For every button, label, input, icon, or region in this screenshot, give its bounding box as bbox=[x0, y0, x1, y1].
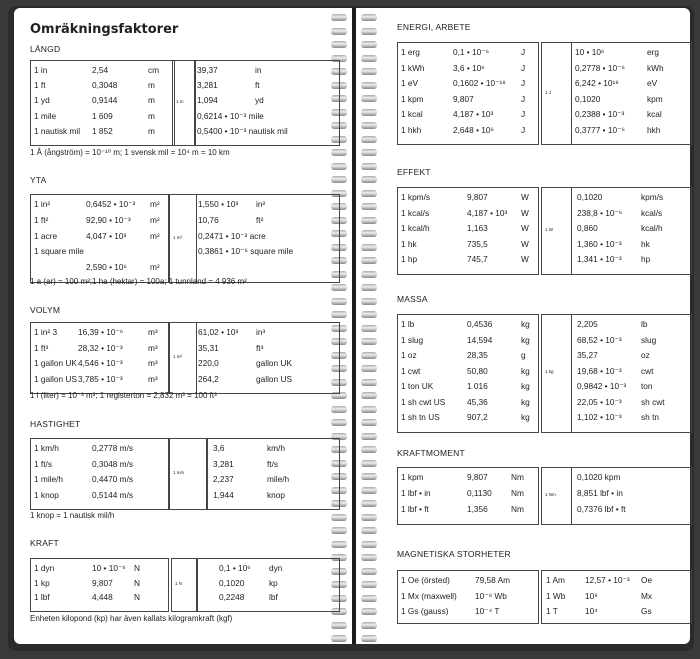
table-cell: N bbox=[134, 563, 140, 573]
base-unit-kraftmoment: 1 Nm bbox=[545, 492, 556, 497]
table-cell: kcal bbox=[647, 109, 662, 119]
table-cell: 50,80 bbox=[467, 365, 488, 376]
table-cell: 0,2248 bbox=[219, 592, 245, 602]
table-cell: lbf bbox=[269, 592, 278, 602]
table-cell: 0,9842 • 10⁻³ bbox=[577, 381, 627, 391]
table-cell: 1 Oe (örsted) bbox=[401, 575, 450, 585]
table-cell: 0,3861 • 10⁻⁶ square mile bbox=[198, 246, 294, 257]
table-cell: kg bbox=[521, 319, 530, 329]
binding-ring bbox=[331, 527, 377, 534]
table-cell: J bbox=[521, 93, 526, 104]
table-cell: 0,1020 kpm bbox=[577, 472, 621, 482]
table-cell: oz bbox=[641, 350, 650, 360]
table-cell: 745,7 bbox=[467, 254, 488, 264]
table-cell: 1 ton UK bbox=[401, 381, 434, 391]
table-cell: 3,6 • 10⁶ bbox=[453, 62, 485, 73]
table-cell: 0,4536 bbox=[467, 319, 493, 329]
table-cell: 1,094 bbox=[197, 95, 218, 106]
table-cell: 2,237 bbox=[213, 474, 234, 484]
base-unit-effekt: 1 W bbox=[545, 226, 554, 232]
table-cell: erg bbox=[647, 47, 659, 57]
table-cell: 0,1020 bbox=[575, 93, 601, 104]
table-cell: 1 kcal/h bbox=[401, 223, 430, 233]
table-cell: 1 lbf • in bbox=[401, 488, 431, 498]
table-cell: 1 yd bbox=[34, 95, 50, 106]
table-cell: 0,2471 • 10⁻³ acre bbox=[198, 230, 266, 241]
table-cell: 1 acre bbox=[34, 230, 58, 241]
base-unit-langd: 1 m bbox=[176, 99, 184, 104]
table-cell: lb bbox=[641, 319, 648, 329]
table-cell: kg bbox=[521, 334, 530, 345]
table-cell: 3,785 • 10⁻³ bbox=[78, 373, 123, 384]
table-cell: 0,1130 bbox=[467, 488, 492, 498]
table-cell: 1 ft bbox=[34, 80, 46, 91]
base-unit-energi: 1 J bbox=[545, 89, 552, 95]
table-cell: 0,1020 bbox=[577, 192, 603, 202]
section-heading-kraftmoment: KRAFTMOMENT bbox=[397, 448, 465, 458]
table-cell: 1 609 bbox=[92, 110, 113, 121]
table-cell: 1 in² bbox=[34, 199, 51, 209]
table-cell: ft bbox=[255, 80, 260, 91]
table-cell: kWh bbox=[647, 62, 664, 73]
table-cell: hp bbox=[641, 254, 651, 264]
table-cell: 9,807 bbox=[92, 577, 113, 588]
table-cell: ft² bbox=[256, 214, 264, 225]
table-cell: 10⁻⁴ T bbox=[475, 606, 500, 616]
table-cell: 0,5144 m/s bbox=[92, 489, 134, 500]
table-cell: 1 hk bbox=[401, 238, 417, 249]
binding-ring bbox=[331, 406, 377, 413]
table-cell: 238,8 • 10⁻⁶ bbox=[577, 207, 623, 218]
table-cell: Oe bbox=[641, 575, 653, 585]
table-cell: 1 sh tn US bbox=[401, 412, 440, 422]
table-cell: 1 dyn bbox=[34, 563, 55, 573]
table-cell: N bbox=[134, 577, 140, 588]
table-cell: 1 kpm bbox=[401, 472, 424, 482]
table-cell: 10 • 10⁶ bbox=[575, 47, 605, 57]
table-cell: 1 lbf bbox=[34, 592, 50, 602]
binding-ring bbox=[331, 298, 377, 305]
table-cell: 92,90 • 10⁻³ bbox=[86, 214, 131, 225]
table-cell: 22,05 • 10⁻³ bbox=[577, 396, 622, 407]
table-cell: in² bbox=[256, 199, 266, 209]
table-cell: eV bbox=[647, 78, 658, 88]
table-cell: 1 lbf • ft bbox=[401, 504, 429, 514]
table-cell: ft/s bbox=[267, 458, 279, 469]
table-cell: 9,807 bbox=[467, 192, 488, 202]
table-cell: 0,6214 • 10⁻³ mile bbox=[197, 110, 264, 121]
table-cell: 0,1020 bbox=[219, 577, 245, 588]
table-cell: 2,648 • 10⁶ bbox=[453, 124, 494, 135]
table-cell: 35,31 bbox=[198, 342, 219, 353]
table-cell: 1 in² 3 bbox=[34, 327, 58, 337]
table-cell: 10⁴ bbox=[585, 606, 598, 616]
table-cell: 0,1 • 10⁻⁶ bbox=[453, 47, 490, 57]
table-cell: 1,102 • 10⁻³ bbox=[577, 412, 622, 422]
table-cell: 1 erg bbox=[401, 47, 420, 57]
table-cell: 1 km/h bbox=[34, 443, 59, 453]
binding-ring bbox=[331, 28, 377, 35]
table-cell: W bbox=[521, 254, 529, 264]
table-cell: knop bbox=[267, 489, 285, 500]
table-cell: 9,807 bbox=[467, 472, 488, 482]
table-cell: 1 kp bbox=[34, 577, 50, 588]
table-cell: 10⁸ bbox=[585, 590, 598, 601]
table-cell: hk bbox=[641, 238, 650, 249]
page-title: Omräkningsfaktorer bbox=[30, 22, 179, 37]
table-cell: 735,5 bbox=[467, 238, 488, 249]
table-cell: 1 kpm bbox=[401, 93, 424, 104]
table-cell: 907,2 bbox=[467, 412, 488, 422]
table-cell: 0,6452 • 10⁻³ bbox=[86, 199, 136, 209]
table-cell: Gs bbox=[641, 606, 652, 616]
table-cell: m³ bbox=[148, 342, 158, 353]
section-heading-volym: VOLYM bbox=[30, 305, 61, 315]
table-cell: 1 lb bbox=[401, 319, 415, 329]
table-cell: 1 016 bbox=[467, 381, 488, 391]
table-cell: 1 hp bbox=[401, 254, 418, 264]
table-cell: kg bbox=[521, 381, 530, 391]
binding-ring bbox=[331, 163, 377, 170]
table-cell: 19,68 • 10⁻³ bbox=[577, 365, 622, 376]
table-cell: m³ bbox=[148, 373, 158, 384]
table-cell: 1,944 bbox=[213, 489, 234, 500]
table-cell: kg bbox=[521, 396, 530, 407]
table-cell: 9,807 bbox=[453, 93, 474, 104]
table-cell: 1 slug bbox=[401, 334, 424, 345]
table-cell: 3,6 bbox=[213, 443, 225, 453]
table-cell: 4,546 • 10⁻³ bbox=[78, 358, 123, 368]
table-cell: 12,57 • 10⁻³ bbox=[585, 575, 630, 585]
table-cell: W bbox=[521, 223, 529, 233]
binding-ring bbox=[331, 419, 377, 426]
table-cell: 1 gallon UK bbox=[34, 358, 77, 368]
table-cell: 0,860 bbox=[577, 223, 598, 233]
binding-ring bbox=[331, 41, 377, 48]
table-cell: kg bbox=[521, 412, 530, 422]
table-cell: 2,54 bbox=[92, 65, 109, 75]
base-unit-massa: 1 kg bbox=[545, 369, 554, 375]
table-cell: 0,3048 m/s bbox=[92, 458, 134, 469]
table-cell: m bbox=[148, 125, 155, 136]
binding-ring bbox=[331, 149, 377, 156]
table-cell: Mx bbox=[641, 590, 653, 601]
table-cell: 1 Mx (maxwell) bbox=[401, 590, 457, 601]
binding-ring bbox=[331, 14, 377, 21]
table-cell: 3,281 bbox=[197, 80, 218, 91]
table-cell: 4,187 • 10³ bbox=[453, 109, 494, 119]
binding-ring bbox=[331, 541, 377, 548]
table-cell: 1,356 bbox=[467, 504, 488, 514]
table-cell: 0,1 • 10⁶ bbox=[219, 563, 251, 573]
table-cell: 1,341 • 10⁻³ bbox=[577, 254, 622, 264]
table-cell: 1 kpm/s bbox=[401, 192, 431, 202]
table-cell: 1 ft/s bbox=[34, 458, 52, 469]
table-cell: gallon US bbox=[256, 373, 292, 384]
table-cell: 1 square mile bbox=[34, 246, 84, 257]
table-cell: 1 sh cwt US bbox=[401, 396, 446, 407]
spiral-binding bbox=[344, 8, 364, 644]
table-cell: N bbox=[134, 592, 140, 602]
table-cell: 28,35 bbox=[467, 350, 488, 360]
table-cell: 1 T bbox=[546, 606, 558, 616]
table-cell: m² bbox=[150, 262, 160, 273]
section-heading-langd: LÄNGD bbox=[30, 44, 61, 54]
table-cell: 0,2778 • 10⁻⁶ bbox=[575, 62, 625, 73]
table-cell: 0,9144 bbox=[92, 95, 118, 106]
table-cell: m² bbox=[150, 199, 160, 209]
table-cell: J bbox=[521, 124, 526, 135]
table-cell: 0,2388 • 10⁻³ bbox=[575, 109, 625, 119]
table-cell: cwt bbox=[641, 365, 654, 376]
table-cell: kp bbox=[269, 577, 278, 588]
table-cell: 35,27 bbox=[577, 350, 598, 360]
table-cell: 1 Wb bbox=[546, 590, 566, 601]
table-cell: 8,851 lbf • in bbox=[577, 488, 623, 498]
table-cell: 45,36 bbox=[467, 396, 488, 407]
table-cell: 1 kcal/s bbox=[401, 207, 430, 218]
table-cell: m² bbox=[150, 214, 160, 225]
base-unit-volym: 1 m³ bbox=[173, 354, 182, 359]
section-note-kraft: Enheten kilopond (kp) har även kallats kilogramkraft (kgf) bbox=[30, 614, 233, 623]
table-cell: J bbox=[521, 78, 526, 88]
table-cell: in bbox=[255, 65, 262, 75]
table-cell: 1 gallon US bbox=[34, 373, 77, 384]
binding-ring bbox=[331, 176, 377, 183]
binding-ring bbox=[331, 514, 377, 521]
table-cell: dyn bbox=[269, 563, 283, 573]
table-cell: m³ bbox=[148, 358, 158, 368]
table-cell: km/h bbox=[267, 443, 285, 453]
table-cell: 1 kcal bbox=[401, 109, 423, 119]
section-heading-massa: MASSA bbox=[397, 294, 428, 304]
table-cell: kg bbox=[521, 365, 530, 376]
table-cell: 1,163 bbox=[467, 223, 488, 233]
table-cell: 6,242 • 10¹⁸ bbox=[575, 78, 619, 88]
table-cell: 4,448 bbox=[92, 592, 113, 602]
table-cell: J bbox=[521, 62, 526, 73]
base-unit-yta: 1 m² bbox=[173, 234, 182, 240]
table-cell: 1 mile/h bbox=[34, 474, 64, 484]
base-unit-hastighet: 1 m/s bbox=[173, 470, 185, 475]
section-note-langd: 1 Å (ångström) = 10⁻¹⁰ m; 1 svensk mil = 10⁴ m = 10 km bbox=[30, 148, 230, 157]
table-cell: m² bbox=[150, 230, 160, 241]
binding-ring bbox=[331, 635, 377, 642]
table-cell: 0,1602 • 10⁻¹⁸ bbox=[453, 78, 506, 88]
table-cell: m bbox=[148, 110, 155, 121]
table-cell: m bbox=[148, 80, 155, 91]
table-cell: 4,047 • 10³ bbox=[86, 230, 127, 241]
table-cell: 0,2778 m/s bbox=[92, 443, 134, 453]
table-cell: kpm/s bbox=[641, 192, 664, 202]
table-cell: 0,3048 bbox=[92, 80, 118, 91]
table-cell: 264,2 bbox=[198, 373, 219, 384]
table-cell: J bbox=[521, 109, 526, 119]
table-cell: Nm bbox=[511, 504, 524, 514]
table-cell: sh tn bbox=[641, 412, 659, 422]
table-cell: cm bbox=[148, 65, 160, 75]
table-cell: 0,7376 lbf • ft bbox=[577, 504, 626, 514]
table-cell: 79,58 Am bbox=[475, 575, 511, 585]
table-cell: 0,5400 • 10⁻³ nautisk mil bbox=[197, 125, 288, 136]
table-cell: 4,187 • 10³ bbox=[467, 207, 508, 218]
table-cell: 3,281 bbox=[213, 458, 234, 469]
table-cell: 1 eV bbox=[401, 78, 419, 88]
table-cell: 1 ft² bbox=[34, 214, 49, 225]
table-cell: 1,550 • 10³ bbox=[198, 199, 239, 209]
table-cell: 1 ft³ bbox=[34, 342, 49, 353]
table-cell: 2,590 • 10⁶ bbox=[86, 262, 127, 273]
section-heading-magnetiska: MAGNETISKA STORHETER bbox=[397, 549, 511, 559]
table-cell: 0,4470 m/s bbox=[92, 474, 134, 484]
table-cell: 16,39 • 10⁻⁶ bbox=[78, 327, 124, 337]
table-cell: Nm bbox=[511, 472, 524, 482]
table-cell: kcal/h bbox=[641, 223, 663, 233]
table-cell: 1 nautisk mil bbox=[34, 125, 81, 136]
table-cell: kpm bbox=[647, 93, 663, 104]
table-cell: 2,205 bbox=[577, 319, 598, 329]
section-note-volym: 1 l (liter) = 10⁻³ m³; 1 registerton = 2,832 m³ = 100 ft³ bbox=[30, 391, 217, 400]
table-cell: 10,76 bbox=[198, 214, 219, 225]
table-cell: in³ bbox=[256, 327, 266, 337]
table-cell: 1,360 • 10⁻³ bbox=[577, 238, 622, 249]
table-cell: ton bbox=[641, 381, 653, 391]
table-cell: 1 cwt bbox=[401, 365, 421, 376]
table-cell: 61,02 • 10³ bbox=[198, 327, 239, 337]
table-cell: hkh bbox=[647, 124, 661, 135]
table-cell: 1 852 bbox=[92, 125, 113, 136]
table-cell: 1 Am bbox=[546, 575, 565, 585]
table-cell: Nm bbox=[511, 488, 524, 498]
table-cell: yd bbox=[255, 95, 264, 106]
binding-ring bbox=[331, 284, 377, 291]
table-cell: 14,594 bbox=[467, 334, 493, 345]
table-cell: J bbox=[521, 47, 526, 57]
table-cell: 39,37 bbox=[197, 65, 218, 75]
section-heading-effekt: EFFEKT bbox=[397, 167, 431, 177]
table-cell: 1 in bbox=[34, 65, 48, 75]
table-cell: kcal/s bbox=[641, 207, 663, 218]
table-cell: sh cwt bbox=[641, 396, 665, 407]
section-heading-kraft: KRAFT bbox=[30, 538, 59, 548]
table-cell: 220,0 bbox=[198, 358, 219, 368]
table-cell: W bbox=[521, 207, 529, 218]
table-cell: mile/h bbox=[267, 474, 290, 484]
table-cell: 1 knop bbox=[34, 489, 59, 500]
table-cell: 1 kWh bbox=[401, 62, 425, 73]
table-cell: 1 Gs (gauss) bbox=[401, 606, 449, 616]
section-note-yta: 1 a (ar) = 100 m²;1 ha (hektar) = 100a; 1 tunnland = 4 936 m² bbox=[30, 277, 247, 286]
table-cell: gallon UK bbox=[256, 358, 292, 368]
table-cell: m³ bbox=[148, 327, 158, 337]
section-heading-yta: YTA bbox=[30, 175, 47, 185]
table-cell: m bbox=[148, 95, 155, 106]
table-cell: 68,52 • 10⁻³ bbox=[577, 334, 622, 345]
table-cell: 1 hkh bbox=[401, 124, 422, 135]
binding-ring bbox=[331, 622, 377, 629]
table-cell: 10⁻⁸ Wb bbox=[475, 590, 507, 601]
section-heading-hastighet: HASTIGHET bbox=[30, 419, 81, 429]
table-cell: 10 • 10⁻⁶ bbox=[92, 563, 126, 573]
table-cell: 1 mile bbox=[34, 110, 57, 121]
section-heading-energi: ENERGI, ARBETE bbox=[397, 22, 471, 32]
table-cell: W bbox=[521, 238, 529, 249]
table-cell: ft³ bbox=[256, 342, 264, 353]
table-cell: slug bbox=[641, 334, 657, 345]
table-cell: W bbox=[521, 192, 529, 202]
binding-ring bbox=[331, 311, 377, 318]
table-cell: 0,3777 • 10⁻⁶ bbox=[575, 124, 625, 135]
table-cell: 1 oz bbox=[401, 350, 417, 360]
table-cell: 28,32 • 10⁻³ bbox=[78, 342, 123, 353]
table-cell: g bbox=[521, 350, 526, 360]
section-note-hastighet: 1 knop = 1 nautisk mil/h bbox=[30, 511, 115, 520]
base-unit-kraft: 1 N bbox=[175, 580, 183, 586]
